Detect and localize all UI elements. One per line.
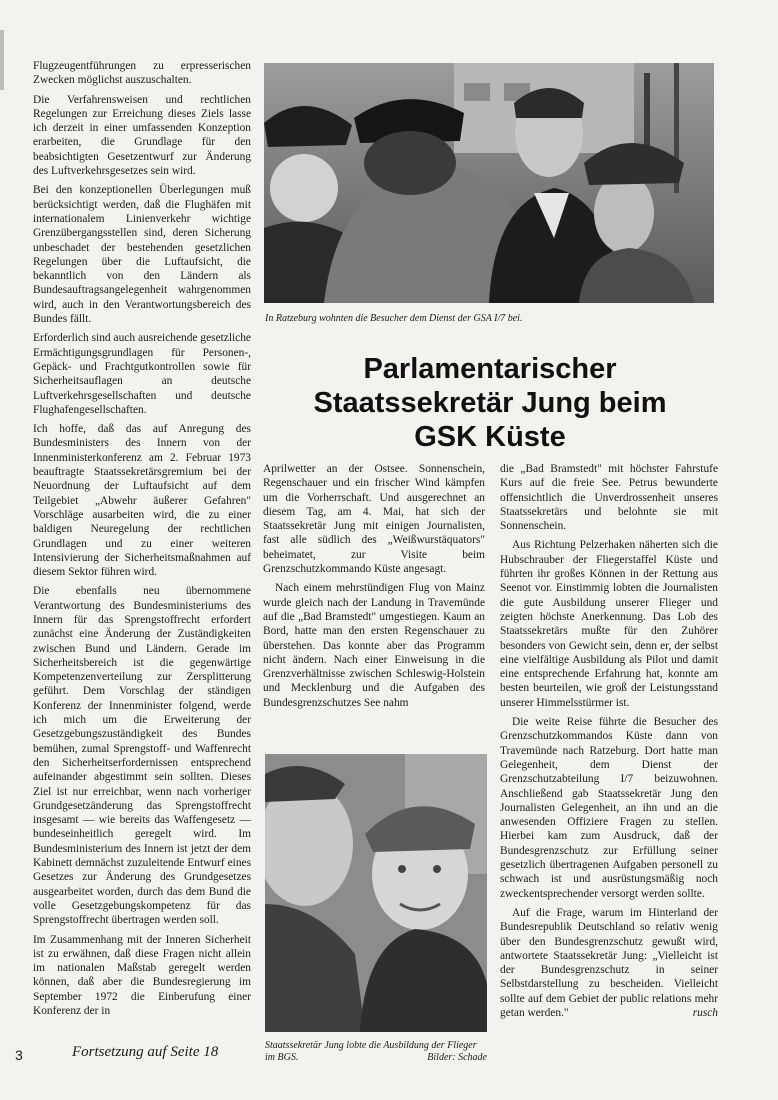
- left-paragraph: Die Verfahrensweisen und rechtlichen Regelungen zur Erreichung dieses Ziels lasse ich derzeit in einer umfassenden Konzeption erarbeiten, die Grundlage für den beabsichtigten Gesetzentwurf zur Änderung des Luftverkehrsgesetzes sein wird.: [33, 93, 251, 178]
- top-photo-caption: In Ratzeburg wohnten die Besucher dem Dienst der GSA I/7 bei.: [265, 313, 523, 324]
- left-paragraph: Ich hoffe, daß das auf Anregung des Bundesministers des Innern von der Innenministerkonferenz am 2. Februar 1973 beauftragte Staatssekretärsgremium bei der Neuordnung der Luftaufsicht auf dem Teilgebiet „Abwehr äußerer Gefahren" Vorschläge ausarbeiten wird, die zu einer baldigen Neuregelung der rechtlichen Grundlagen und zu einer weiteren Intensivierung der Sicherheitsmaßnahmen auf diesem Sektor führen wird.: [33, 423, 251, 579]
- right-paragraph-text: Auf die Frage, warum im Hinterland der Bundesrepublik Deutschland so relativ wenig über den Bundesgrenzschutz gewußt wird, antwortete Staatssekretär Jung: „Vielleicht ist der Bundesgrenzschutz in seiner Selbstdarstellung zu bescheiden. Vielleicht sollte auf dem Gebiet der public relations mehr getan werden.": [500, 906, 718, 1019]
- left-paragraph: Im Zusammenhang mit der Inneren Sicherheit ist zu erwähnen, daß diese Fragen nicht allein im nationalen Maßstab geregelt werden können, daß aber die Bundesregierung im September 1972 die Einberufung einer Konferenz der in: [33, 933, 251, 1017]
- right-paragraph: die „Bad Bramstedt" mit höchster Fahrstufe Kurs auf die freie See. Petrus bewunderte offensichtlich die Unverdrossenheit unseres Staatssekretärs und belohnte sie mit Sonnenschein.: [500, 463, 718, 533]
- right-text-column: [500, 462, 718, 1025]
- pilot-photo: [265, 754, 487, 1032]
- left-paragraph: Flugzeugentführungen zu erpresserischen Zwecken möglichst auszuschalten.: [33, 60, 251, 87]
- right-paragraph: [500, 906, 718, 1020]
- right-paragraph: Aus Richtung Pelzerhaken näherten sich die Hubschrauber der Fliegerstaffel Küste und führten ihr großes Können in der Rettung aus Seenot vor. Einstimmig lobten die Journalisten die gute Ausbildung unserer Flieger und zeigten höchste Anerkennung. Das Lob des Staatssekretärs mußte für den Zuhörer besonders von Gewicht sein, denn er, der selbst eine vielfältige Ausbildung als Pilot und damit eine entsprechende Erfahrung hat, konnte am besten beurteilen, wie groß der Leistungsstand unserer Himmelsstürmer ist.: [500, 539, 718, 709]
- left-paragraph: Bei den konzeptionellen Überlegungen muß berücksichtigt werden, daß die Flughäfen mit internationalem Linienverkehr wichtige Grenzübergangsstellen sind, deren Sicherung unbeschadet der bestehenden gesetzlichen Regelungen über die Luftaufsicht, die bekanntlich von den Ländern als Bundesauftragsangelegenheit wahrgenommen wird, auch in den Verantwortungsbereich des Bundes fällt.: [33, 184, 251, 326]
- scan-edge-mark: [0, 30, 4, 90]
- officers-photo-image: [264, 63, 714, 303]
- left-paragraph: Erforderlich sind auch ausreichende gesetzliche Ermächtigungsgrundlagen für Personen-, Gepäck- und Frachtgutkontrollen sowie für Sicherheitsauflagen an deutsche Luftverkehrsgesellschaften und deutsche Flughafengesellschaften.: [33, 332, 251, 416]
- right-paragraph: Die weite Reise führte die Besucher des Grenzschutzkommandos Küste dann von Travemünde nach Ratzeburg. Dort hatte man Gelegenheit, dem Dienst der Grenzschutzabteilung I/7 beizuwohnen. Anschließend gab Staatssekretär Jung den Journalisten Gelegenheit, an ihn und an die anwesenden Offiziere Fragen zu stellen. Hierbei kam zum Ausdruck, daß der Bundesgrenzschutz zur Erfüllung seiner gesetzlich übertragenen Aufgaben personell zu schwach ist und ausrüstungsmäßig noch zweckentsprechender versorgt werden sollte.: [500, 716, 718, 900]
- middle-text-column: [263, 462, 485, 715]
- middle-paragraph: Nach einem mehrstündigen Flug von Mainz wurde gleich nach der Landung in Travemünde auf die „Bad Bramstedt" umgestiegen. Kaum an Bord, hatte man den ersten Regenschauer zu überstehen. Das konnte aber das Programm nicht ändern. Nach einer Einweisung in die Grenzverhältnisse zwischen Schleswig-Holstein und Mecklenburg und die Aufgaben des Bundesgrenzschutzes See nahm: [263, 582, 485, 709]
- photo-credit: Bilder: Schade: [427, 1052, 487, 1063]
- headline-line: GSK Küste: [414, 421, 566, 453]
- left-paragraph: Die ebenfalls neu übernommene Verantwortung des Bundesministeriums des Innern für das Sprengstoffrecht erfordert zunächst eine Änderung der Zuständigkeiten zwischen Bund und Ländern. Gerade im Sicherheitsbereich ist die gegenwärtige Kompetenzenverteilung zur Zersplitterung geführt. Dem Vorschlag der ständigen Konferenz der Innenminister folgend, werde ich mich um die Erweiterung der Gesetzgebungszuständigkeit des Bundes bemühen, zumal Sprengstoff- und Waffenrecht den Sicherheitserfordernissen entsprechend aufeinander abgestimmt sein sollten. Dieses Ziel ist nur erreichbar, wenn nach vorheriger Grundgesetzänderung das Sprengstoffrecht insgesamt — wie bereits das Waffengesetz — bundeseinheitlich geregelt wird. Im Bundesministerium des Innern ist jetzt der dem Kabinett demnächst zuzuleitende Entwurf eines Gesetzes zur Änderung des Grundgesetzes ausgearbeitet worden, durch das dem Bund die volle Gesetzgebungskompetenz für das Sprengstoffrecht übertragen werden soll.: [33, 585, 251, 927]
- page-number: 3: [15, 1047, 23, 1063]
- continuation-note: Fortsetzung auf Seite 18: [72, 1044, 219, 1060]
- bottom-caption-text: Staatssekretär Jung lobte die Ausbildung der Flieger im BGS.: [265, 1040, 477, 1063]
- article-headline: [265, 352, 715, 454]
- officers-photo: [264, 63, 714, 303]
- headline-line: Parlamentarischer: [363, 353, 617, 385]
- bottom-photo-caption: [265, 1040, 487, 1064]
- middle-paragraph: Aprilwetter an der Ostsee. Sonnenschein, Regenschauer und ein frischer Wind kämpfen um die Vorherrschaft. Und ausgerechnet an diesem Tag, am 4. Mai, hat sich der Staatssekretär Jung mit einigen Journalisten, fast alle südlich des „Weißwurstäquators" beheimatet, zur Visite beim Grenzschutzkommando Küste angesagt.: [263, 463, 485, 576]
- left-text-column: [33, 59, 251, 1023]
- pilot-photo-image: [265, 754, 487, 1032]
- author-signature: rusch: [692, 1006, 718, 1019]
- headline-line: Staatssekretär Jung beim: [313, 387, 667, 419]
